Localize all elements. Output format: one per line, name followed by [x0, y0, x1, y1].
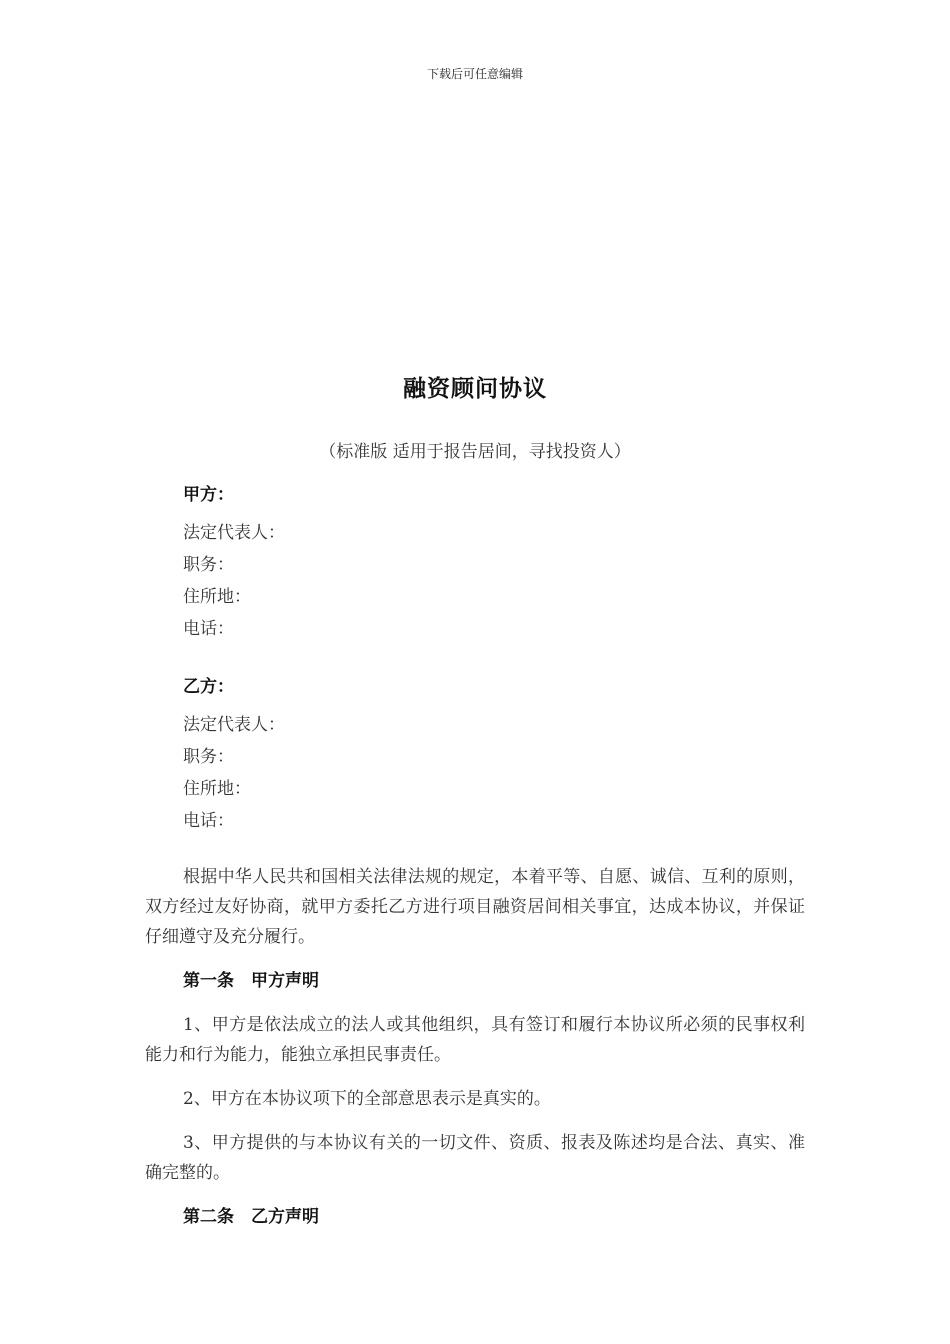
party-b-address: 住所地： [183, 779, 251, 799]
party-a-phone: 电话： [183, 619, 234, 639]
agreement-body [145, 862, 805, 1246]
intro-paragraph: 根据中华人民共和国相关法律法规的规定，本着平等、自愿、诚信、互利的原则，双方经过友好协商，就甲方委托乙方进行项目融资居间相关事宜，达成本协议，并保证仔细遵守及充分履行。 [145, 867, 805, 947]
party-b-label: 乙方： [183, 677, 234, 697]
party-b-block [183, 677, 285, 837]
party-b-representative: 法定代表人： [183, 715, 285, 735]
party-a-label: 甲方： [183, 485, 234, 505]
party-a-representative: 法定代表人： [183, 523, 285, 543]
article-1-heading: 第一条 甲方声明 [183, 971, 319, 991]
article-1-item: 3、甲方提供的与本协议有关的一切文件、资质、报表及陈述均是合法、真实、准确完整的。 [145, 1133, 805, 1183]
party-b-position: 职务： [183, 747, 234, 767]
article-2-heading: 第二条 乙方声明 [183, 1207, 319, 1227]
document-title: 融资顾问协议 [403, 375, 547, 402]
header-note: 下载后可任意编辑 [426, 67, 523, 81]
party-a-block [183, 485, 285, 645]
party-a-position: 职务： [183, 555, 234, 575]
party-b-phone: 电话： [183, 811, 234, 831]
article-1-item: 1、甲方是依法成立的法人或其他组织，具有签订和履行本协议所必须的民事权利能力和行为能力，能独立承担民事责任。 [145, 1015, 805, 1065]
document-subtitle: （标准版 适用于报告居间，寻找投资人） [319, 442, 631, 462]
party-a-address: 住所地： [183, 587, 251, 607]
article-1-item: 2、甲方在本协议项下的全部意思表示是真实的。 [183, 1089, 551, 1109]
